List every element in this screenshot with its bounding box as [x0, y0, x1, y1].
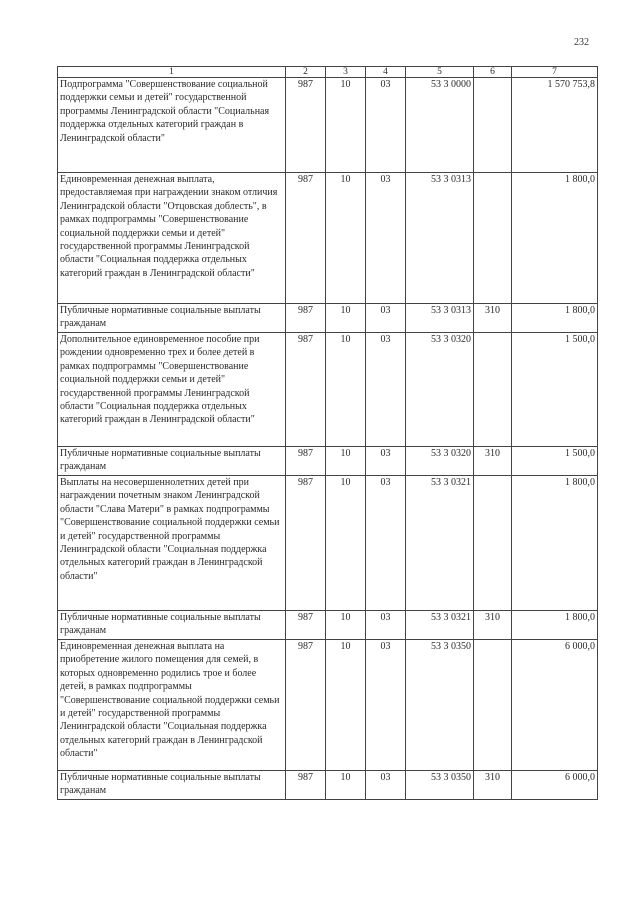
- row-amount: 1 800,0: [512, 476, 598, 611]
- row-subsection: 03: [366, 78, 406, 173]
- row-admin-code: 987: [286, 333, 326, 447]
- row-expense-type: 310: [474, 447, 512, 476]
- row-admin-code: 987: [286, 304, 326, 333]
- column-header: 4: [366, 67, 406, 78]
- row-amount: 1 800,0: [512, 304, 598, 333]
- row-admin-code: 987: [286, 78, 326, 173]
- column-header: 3: [326, 67, 366, 78]
- row-admin-code: 987: [286, 640, 326, 771]
- row-amount: 1 570 753,8: [512, 78, 598, 173]
- row-admin-code: 987: [286, 447, 326, 476]
- row-section: 10: [326, 476, 366, 611]
- row-admin-code: 987: [286, 476, 326, 611]
- row-target-article: 53 3 0000: [406, 78, 474, 173]
- table-row: [58, 476, 598, 611]
- row-description: Подпрограмма "Совершенствование социальной поддержки семьи и детей" государственной программы Ленинградской области "Социальная поддержка отдельных категорий граждан в Ленинградской области": [58, 78, 286, 173]
- row-target-article: 53 3 0321: [406, 476, 474, 611]
- row-subsection: 03: [366, 173, 406, 304]
- row-target-article: 53 3 0320: [406, 333, 474, 447]
- row-amount: 6 000,0: [512, 640, 598, 771]
- row-description: Единовременная денежная выплата, предоставляемая при награждении знаком отличия Ленинградской области "Отцовская доблесть", в рамках подпрограммы "Совершенствование социальной поддержки семьи и детей" государственной программы Ленинградской области "Социальная поддержка отдельных категорий граждан в Ленинградской области": [58, 173, 286, 304]
- row-amount: 1 500,0: [512, 447, 598, 476]
- row-expense-type: 310: [474, 771, 512, 800]
- row-target-article: 53 3 0313: [406, 173, 474, 304]
- column-header-row: [58, 67, 598, 78]
- row-admin-code: 987: [286, 771, 326, 800]
- row-target-article: 53 3 0320: [406, 447, 474, 476]
- column-header: 5: [406, 67, 474, 78]
- row-amount: 1 800,0: [512, 611, 598, 640]
- row-subsection: 03: [366, 771, 406, 800]
- row-target-article: 53 3 0321: [406, 611, 474, 640]
- table-row: [58, 447, 598, 476]
- row-section: 10: [326, 611, 366, 640]
- column-header: 2: [286, 67, 326, 78]
- table-row: [58, 173, 598, 304]
- row-expense-type: [474, 78, 512, 173]
- table-row: [58, 611, 598, 640]
- row-section: 10: [326, 771, 366, 800]
- row-description: Публичные нормативные социальные выплаты гражданам: [58, 771, 286, 800]
- row-section: 10: [326, 304, 366, 333]
- row-amount: 1 800,0: [512, 173, 598, 304]
- table-row: [58, 78, 598, 173]
- row-subsection: 03: [366, 447, 406, 476]
- row-expense-type: [474, 476, 512, 611]
- row-expense-type: [474, 173, 512, 304]
- table-row: [58, 771, 598, 800]
- row-subsection: 03: [366, 333, 406, 447]
- row-subsection: 03: [366, 640, 406, 771]
- row-section: 10: [326, 447, 366, 476]
- budget-table: [57, 66, 598, 800]
- row-amount: 1 500,0: [512, 333, 598, 447]
- table-row: [58, 304, 598, 333]
- row-description: Единовременная денежная выплата на приобретение жилого помещения для семей, в которых одновременно родились трое и более детей, в рамках подпрограммы "Совершенствование социальной поддержки семьи и детей" государственной программы Ленинградской области "Социальная поддержка отдельных категорий граждан в Ленинградской области": [58, 640, 286, 771]
- row-target-article: 53 3 0313: [406, 304, 474, 333]
- column-header: 6: [474, 67, 512, 78]
- row-subsection: 03: [366, 476, 406, 611]
- row-section: 10: [326, 78, 366, 173]
- row-section: 10: [326, 173, 366, 304]
- row-target-article: 53 3 0350: [406, 640, 474, 771]
- row-expense-type: [474, 333, 512, 447]
- row-section: 10: [326, 333, 366, 447]
- row-amount: 6 000,0: [512, 771, 598, 800]
- page-number: 232: [574, 37, 589, 48]
- row-admin-code: 987: [286, 611, 326, 640]
- row-description: Дополнительное единовременное пособие при рождении одновременно трех и более детей в рамках подпрограммы "Совершенствование социальной поддержки семьи и детей" государственной программы Ленинградской области "Социальная поддержка отдельных категорий граждан в Ленинградской области": [58, 333, 286, 447]
- row-description: Выплаты на несовершеннолетних детей при награждении почетным знаком Ленинградской области "Слава Матери" в рамках подпрограммы "Совершенствование социальной поддержки семьи и детей" государственной программы Ленинградской области "Социальная поддержка отдельных категорий граждан в Ленинградской области": [58, 476, 286, 611]
- row-description: Публичные нормативные социальные выплаты гражданам: [58, 611, 286, 640]
- row-description: Публичные нормативные социальные выплаты гражданам: [58, 447, 286, 476]
- row-admin-code: 987: [286, 173, 326, 304]
- table-row: [58, 333, 598, 447]
- column-header: 7: [512, 67, 598, 78]
- row-subsection: 03: [366, 304, 406, 333]
- row-expense-type: [474, 640, 512, 771]
- row-section: 10: [326, 640, 366, 771]
- row-expense-type: 310: [474, 304, 512, 333]
- row-expense-type: 310: [474, 611, 512, 640]
- row-target-article: 53 3 0350: [406, 771, 474, 800]
- table-row: [58, 640, 598, 771]
- row-subsection: 03: [366, 611, 406, 640]
- row-description: Публичные нормативные социальные выплаты гражданам: [58, 304, 286, 333]
- column-header: 1: [58, 67, 286, 78]
